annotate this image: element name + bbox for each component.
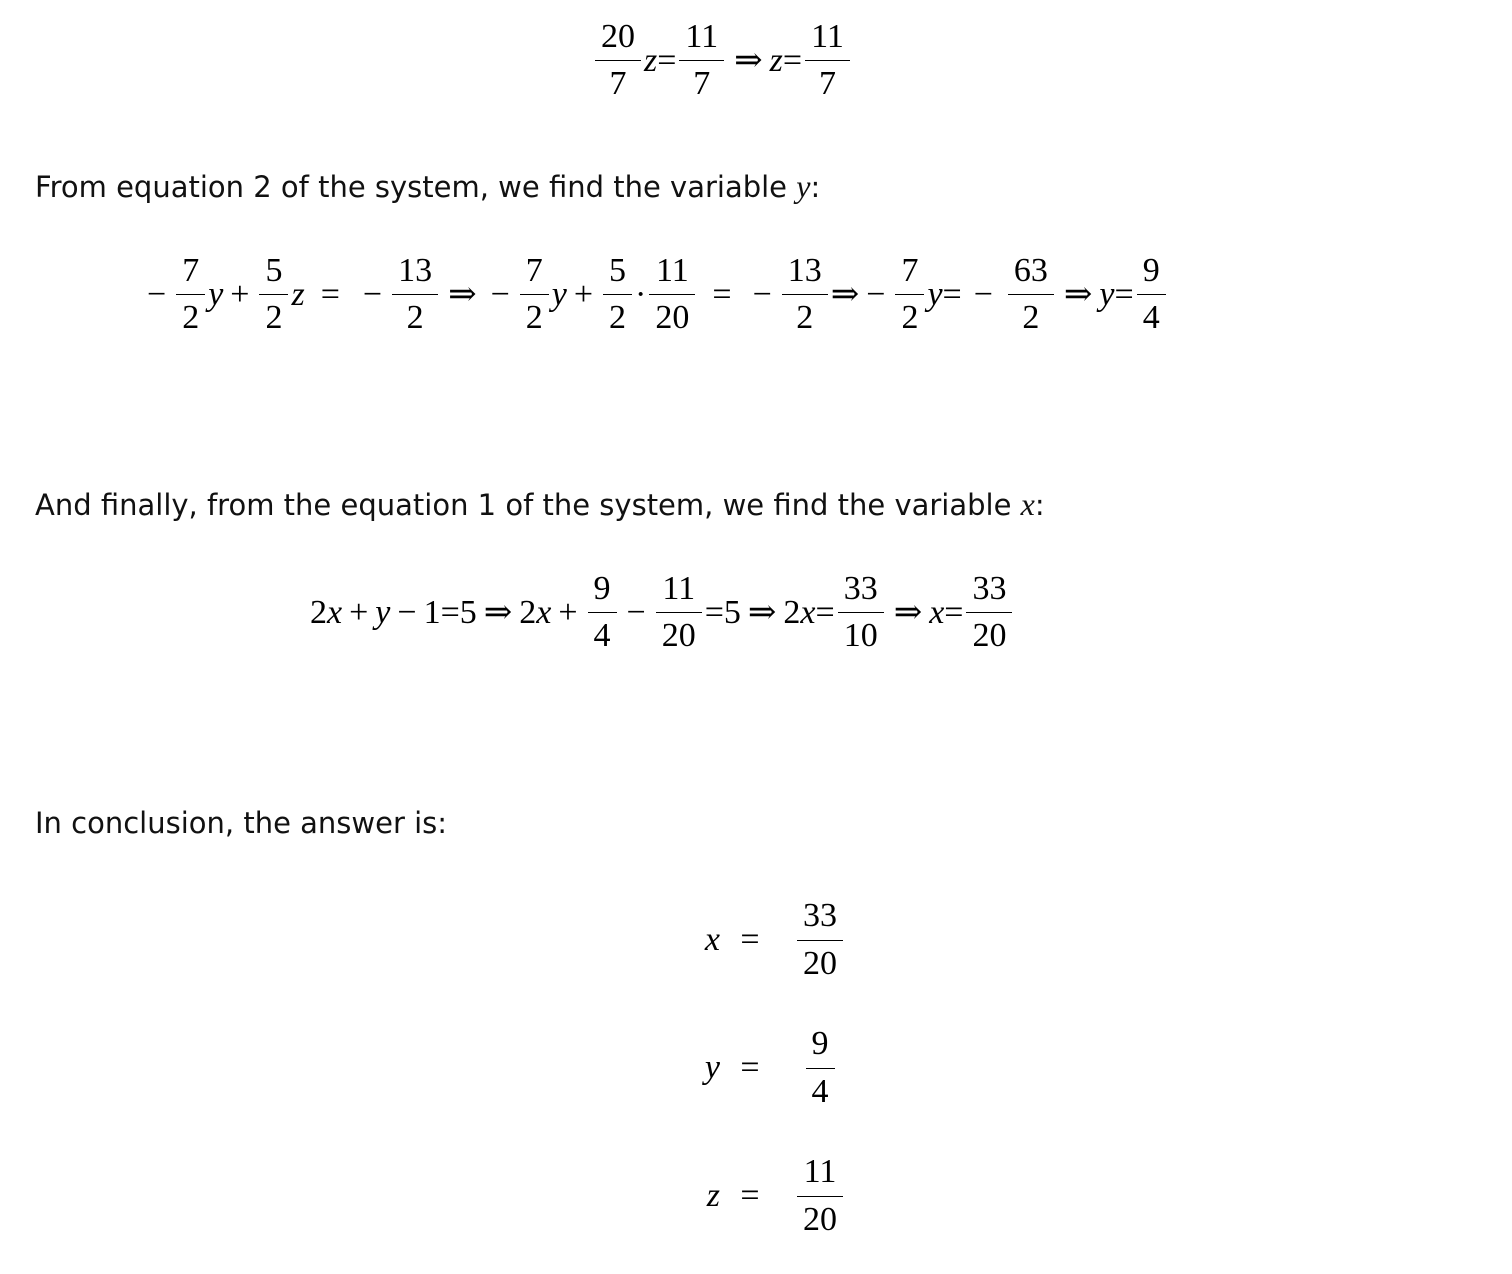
numerator: 63	[1013, 252, 1048, 289]
numerator: 5	[265, 252, 283, 289]
paragraph-conclusion	[35, 806, 447, 840]
answer-value	[780, 1136, 860, 1256]
implies-arrow: ⇒	[830, 275, 860, 313]
numerator: 11	[685, 18, 719, 55]
equals-sign: =	[740, 1049, 760, 1086]
answer-value	[780, 1008, 860, 1128]
paragraph-find-y	[35, 168, 820, 205]
dot-operator: ·	[635, 275, 647, 313]
paragraph-text: In conclusion, the answer is:	[35, 806, 448, 840]
minus-sign: −	[147, 275, 167, 313]
equation-x-solution	[310, 570, 1015, 655]
denominator: 2	[1022, 299, 1040, 337]
numerator: 11	[803, 1153, 837, 1191]
equals-sign: =	[740, 921, 760, 958]
fraction	[649, 252, 695, 337]
fraction	[782, 252, 828, 337]
plus-sign: +	[558, 593, 578, 631]
denominator: 2	[406, 299, 424, 337]
fraction	[805, 18, 850, 103]
denominator: 7	[609, 65, 627, 103]
fraction	[176, 252, 205, 337]
variable-x: x	[929, 593, 945, 631]
denominator: 2	[182, 299, 200, 337]
variable-z: z	[769, 41, 783, 79]
denominator: 20	[655, 299, 690, 337]
minus-sign: −	[362, 275, 383, 313]
answer-system	[680, 880, 860, 1256]
numerator: 7	[901, 252, 919, 289]
numerator: 9	[593, 570, 611, 607]
equals-sign: =	[1114, 275, 1134, 313]
colon: :	[1034, 488, 1045, 522]
constant: 1	[423, 593, 441, 631]
numerator: 33	[972, 570, 1007, 607]
answer-variable: x	[704, 921, 720, 958]
denominator: 10	[843, 617, 878, 655]
numerator: 33	[843, 570, 878, 607]
math-variable-x: x	[1020, 486, 1035, 522]
numerator: 13	[398, 252, 433, 289]
fraction	[588, 570, 617, 655]
coefficient: 2	[519, 593, 537, 631]
numerator: 7	[525, 252, 543, 289]
equals-sign: =	[944, 593, 964, 631]
minus-sign: −	[626, 593, 646, 631]
numerator: 33	[803, 897, 837, 935]
numerator: 5	[609, 252, 627, 289]
equals-sign: =	[782, 41, 803, 79]
variable-y: y	[375, 593, 391, 631]
answer-value	[780, 880, 860, 1000]
implies-arrow: ⇒	[734, 41, 763, 79]
numerator: 7	[182, 252, 200, 289]
denominator: 2	[609, 299, 627, 337]
answer-variable: y	[704, 1049, 720, 1086]
plus-sign: +	[349, 593, 369, 631]
fraction	[1137, 252, 1166, 337]
fraction	[392, 252, 438, 337]
equals-sign: =	[440, 593, 460, 631]
variable-z: z	[644, 41, 658, 79]
numerator: 13	[787, 252, 822, 289]
variable-y: y	[1099, 275, 1115, 313]
paragraph-text: From equation 2 of the system, we find the variable	[35, 170, 797, 204]
implies-arrow: ⇒	[1063, 275, 1093, 313]
minus-sign: −	[490, 275, 510, 313]
constant: 5	[459, 593, 477, 631]
numerator: 11	[662, 570, 696, 607]
fraction	[603, 252, 632, 337]
fraction	[797, 897, 843, 982]
equals-sign: =	[712, 275, 732, 313]
numerator: 20	[601, 18, 635, 55]
fraction	[1008, 252, 1054, 337]
fraction	[806, 1025, 835, 1110]
minus-sign: −	[973, 275, 993, 313]
variable-x: x	[800, 593, 816, 631]
math-variable-y: y	[796, 168, 811, 204]
fraction	[520, 252, 549, 337]
denominator: 4	[1142, 299, 1160, 337]
numerator: 9	[811, 1025, 829, 1063]
fraction	[838, 570, 884, 655]
paragraph-text: And finally, from the equation 1 of the system, we find the variable	[35, 488, 1021, 522]
equals-sign: =	[320, 275, 340, 313]
numerator: 9	[1142, 252, 1160, 289]
variable-z: z	[291, 275, 305, 313]
denominator: 20	[803, 944, 837, 982]
denominator: 2	[265, 299, 283, 337]
implies-arrow: ⇒	[893, 593, 923, 631]
equals-sign: =	[942, 275, 962, 313]
equals-sign: =	[704, 593, 724, 631]
denominator: 2	[525, 299, 543, 337]
answer-variable: z	[706, 1177, 720, 1214]
coefficient: 2	[310, 593, 327, 631]
denominator: 4	[593, 617, 611, 655]
denominator: 20	[972, 617, 1007, 655]
minus-sign: −	[866, 275, 886, 313]
constant: 5	[723, 593, 741, 631]
variable-x: x	[536, 593, 552, 631]
coefficient: 2	[783, 593, 801, 631]
equals-sign: =	[657, 41, 677, 79]
paragraph-find-x	[35, 486, 1045, 523]
fraction	[656, 570, 702, 655]
fraction	[595, 18, 641, 103]
denominator: 4	[811, 1072, 829, 1110]
implies-arrow: ⇒	[448, 275, 477, 313]
fraction	[259, 252, 288, 337]
fraction	[797, 1153, 843, 1238]
fraction	[966, 570, 1012, 655]
equals-sign: =	[815, 593, 835, 631]
variable-y: y	[551, 275, 567, 313]
equation-y-solution	[140, 252, 1169, 337]
plus-sign: +	[230, 275, 250, 313]
variable-x: x	[327, 593, 343, 631]
plus-sign: +	[573, 275, 594, 313]
denominator: 2	[901, 299, 919, 337]
numerator: 11	[811, 18, 844, 55]
denominator: 7	[818, 65, 836, 103]
denominator: 20	[803, 1200, 837, 1238]
equation-z-solution	[592, 18, 853, 103]
fraction	[895, 252, 924, 337]
denominator: 7	[693, 65, 711, 103]
denominator: 20	[661, 617, 696, 655]
minus-sign: −	[752, 275, 772, 313]
numerator: 11	[656, 252, 689, 289]
minus-sign: −	[397, 593, 417, 631]
variable-y: y	[208, 275, 224, 313]
denominator: 2	[796, 299, 814, 337]
implies-arrow: ⇒	[747, 593, 777, 631]
equals-sign: =	[740, 1177, 760, 1214]
implies-arrow: ⇒	[483, 593, 513, 631]
variable-y: y	[927, 275, 943, 313]
fraction	[679, 18, 724, 103]
colon: :	[810, 170, 821, 204]
